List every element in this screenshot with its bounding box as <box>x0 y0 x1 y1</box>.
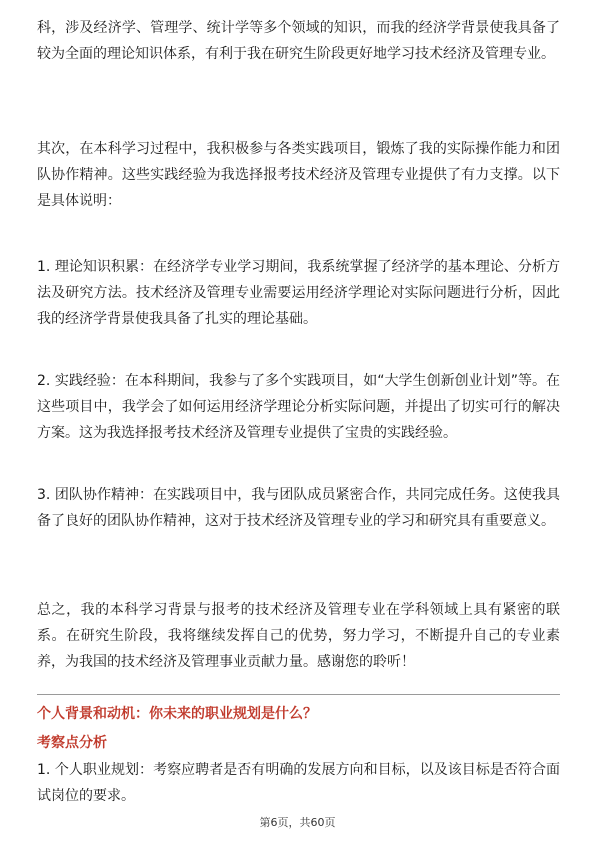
page-number-footer: 第6页，共60页 <box>259 816 336 829</box>
paragraph-theory-knowledge: 1. 理论知识积累：在经济学专业学习期间，我系统掌握了经济学的基本理论、分析方法及研究方法。技术经济及管理专业需要运用经济学理论对实际问题进行分析，因此我的经济学背景使我具备了扎实的理论基础。 <box>37 259 560 327</box>
section-divider <box>37 694 560 695</box>
paragraph-practice-intro: 其次，在本科学习过程中，我积极参与各类实践项目，锻炼了我的实际操作能力和团队协作精神。这些实践经验为我选择报考技术经济及管理专业提供了有力支撑。以下是具体说明： <box>37 141 560 209</box>
analysis-heading: 考察点分析 <box>37 735 107 751</box>
paragraph-teamwork: 3. 团队协作精神：在实践项目中，我与团队成员紧密合作，共同完成任务。这使我具备了良好的团队协作精神，这对于技术经济及管理专业的学习和研究具有重要意义。 <box>37 487 560 529</box>
question-heading: 个人背景和动机：你未来的职业规划是什么？ <box>37 706 317 722</box>
analysis-item: 1. 个人职业规划：考察应聘者是否有明确的发展方向和目标，以及该目标是否符合面试岗位的要求。 <box>37 762 560 804</box>
paragraph-practice-experience: 2. 实践经验：在本科期间，我参与了多个实践项目，如“大学生创新创业计划”等。在这些项目中，我学会了如何运用经济学理论分析实际问题，并提出了切实可行的解决方案。这为我选择报考技术经济及管理专业提供了宝贵的实践经验。 <box>37 373 560 441</box>
paragraph-conclusion: 总之，我的本科学习背景与报考的技术经济及管理专业在学科领域上具有紧密的联系。在研究生阶段，我将继续发挥自己的优势，努力学习，不断提升自己的专业素养，为我国的技术经济及管理事业贡献力量。感谢您的聆听！ <box>37 602 560 670</box>
paragraph-background-intro: 科，涉及经济学、管理学、统计学等多个领域的知识，而我的经济学背景使我具备了较为全面的理论知识体系，有利于我在研究生阶段更好地学习技术经济及管理专业。 <box>37 20 560 62</box>
